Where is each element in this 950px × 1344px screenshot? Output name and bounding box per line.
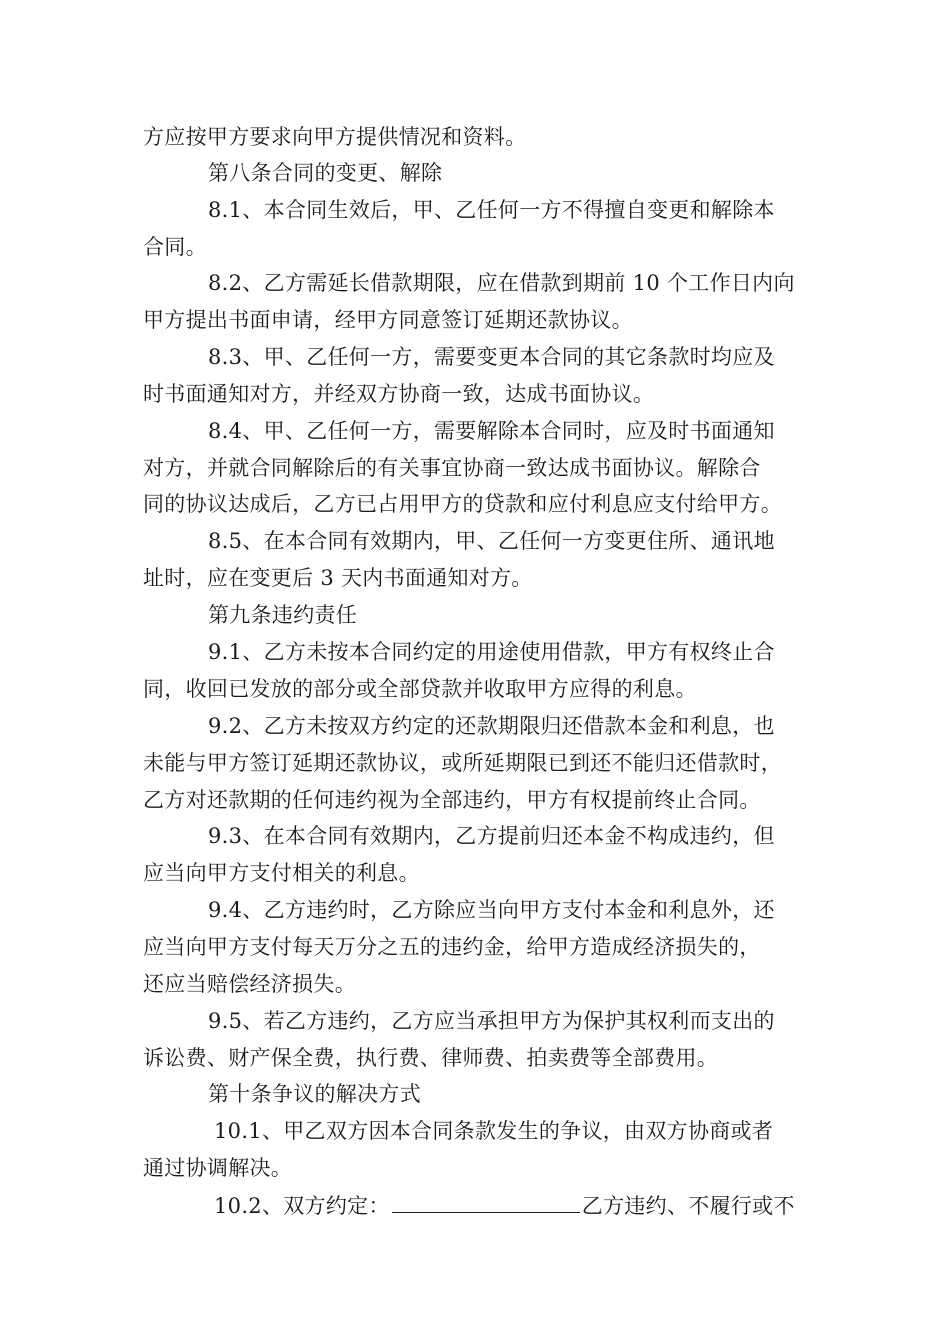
paragraph-line: 9.5、若乙方违约，乙方应当承担甲方为保护其权利而支出的 bbox=[208, 1009, 775, 1033]
section-heading: 第九条违约责任 bbox=[208, 603, 358, 627]
paragraph-line: 合同。 bbox=[143, 235, 207, 259]
paragraph-line: 还应当赔偿经济损失。 bbox=[143, 972, 356, 996]
fill-in-blank[interactable] bbox=[392, 1192, 580, 1213]
paragraph-line: 9.4、乙方违约时，乙方除应当向甲方支付本金和利息外，还 bbox=[208, 898, 775, 922]
paragraph-line: 8.2、乙方需延长借款期限，应在借款到期前 10 个工作日内向 bbox=[208, 271, 795, 295]
paragraph-line: 同的协议达成后，乙方已占用甲方的贷款和应付利息应支付给甲方。 bbox=[143, 492, 782, 516]
paragraph-line: 对方，并就合同解除后的有关事宜协商一致达成书面协议。解除合 bbox=[143, 456, 761, 480]
paragraph-line: 同，收回已发放的部分或全部贷款并收取甲方应得的利息。 bbox=[143, 677, 697, 701]
paragraph-line: 8.3、甲、乙任何一方，需要变更本合同的其它条款时均应及 bbox=[208, 345, 775, 369]
paragraph-line: 乙方对还款期的任何违约视为全部违约，甲方有权提前终止合同。 bbox=[143, 788, 761, 812]
paragraph-line: 诉讼费、财产保全费，执行费、律师费、拍卖费等全部费用。 bbox=[143, 1046, 719, 1070]
section-heading: 第十条争议的解决方式 bbox=[208, 1082, 421, 1106]
paragraph-line: 8.5、在本合同有效期内，甲、乙任何一方变更住所、通讯地 bbox=[208, 529, 775, 553]
paragraph-line: 方应按甲方要求向甲方提供情况和资料。 bbox=[143, 125, 527, 149]
paragraph-line: 9.1、乙方未按本合同约定的用途使用借款，甲方有权终止合 bbox=[208, 640, 775, 664]
paragraph-line: 甲方提出书面申请，经甲方同意签订延期还款协议。 bbox=[143, 308, 633, 332]
paragraph-line: 应当向甲方支付相关的利息。 bbox=[143, 861, 420, 885]
paragraph-line: 应当向甲方支付每天万分之五的违约金，给甲方造成经济损失的， bbox=[143, 935, 761, 959]
paragraph-line: 8.4、甲、乙任何一方，需要解除本合同时，应及时书面通知 bbox=[208, 419, 775, 443]
paragraph-line: 址时，应在变更后 3 天内书面通知对方。 bbox=[143, 566, 533, 590]
paragraph-line: 9.3、在本合同有效期内，乙方提前归还本金不构成违约，但 bbox=[208, 824, 775, 848]
section-heading: 第八条合同的变更、解除 bbox=[208, 161, 443, 185]
paragraph-line: 8.1、本合同生效后，甲、乙任何一方不得擅自变更和解除本 bbox=[208, 198, 775, 222]
paragraph-line: 通过协调解决。 bbox=[143, 1156, 293, 1180]
clause-suffix: 乙方违约、不履行或不 bbox=[581, 1194, 795, 1218]
clause-prefix: 10.2、双方约定： bbox=[214, 1194, 390, 1218]
paragraph-line bbox=[214, 1192, 795, 1219]
paragraph-line: 10.1、甲乙双方因本合同条款发生的争议，由双方协商或者 bbox=[214, 1119, 774, 1143]
paragraph-line: 未能与甲方签订延期还款协议，或所延期限已到还不能归还借款时， bbox=[143, 751, 782, 775]
paragraph-line: 9.2、乙方未按双方约定的还款期限归还借款本金和利息，也 bbox=[208, 714, 775, 738]
paragraph-line: 时书面通知对方，并经双方协商一致，达成书面协议。 bbox=[143, 382, 655, 406]
